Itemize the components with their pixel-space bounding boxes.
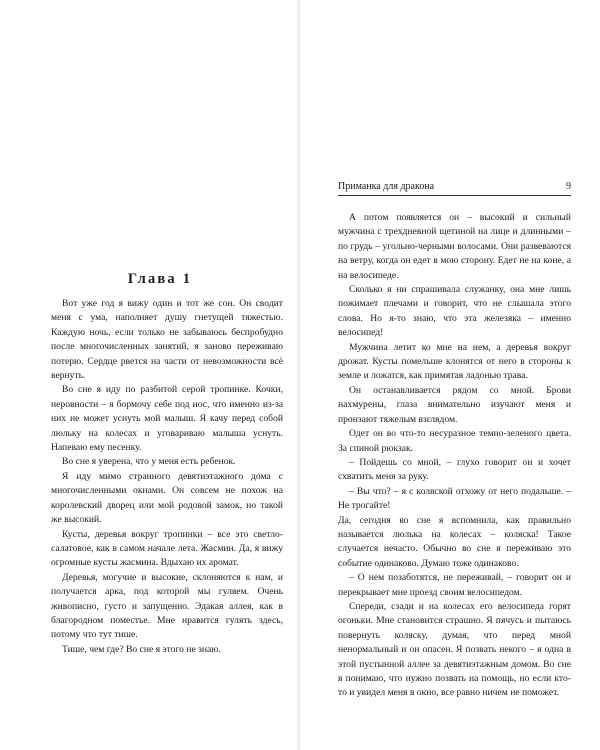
paragraph: Он останавливается рядом со мной. Брови нахмурены, глаза внимательно изучают меня и пронзают тяжелым взглядом. (338, 384, 571, 425)
paragraph: Во сне я иду по разбитой серой тропинке. Кочки, неровности – я бормочу себе под нос, что именно из-за них не может уснуть мой малыш. Я качу перед собой люльку на колесах и уговариваю малыша уснуть. Напеваю ему песенку. (51, 384, 283, 454)
page-number: 9 (566, 181, 571, 192)
paragraph: Одет он во что-то несуразное темно-зеленого цвета. За спиной рюкзак. (338, 428, 571, 454)
paragraph: Тише, чем где? Во сне я этого не знаю. (62, 643, 221, 655)
right-page-body (338, 211, 571, 701)
paragraph: – О нем позаботятся, не переживай, – говорит он и перекрывает мне проезд своим велосипедом. (338, 572, 571, 598)
running-head-title: Приманка для дракона (338, 181, 435, 192)
chapter-title: Глава 1 (127, 271, 193, 287)
paragraph: Сколько я ни спрашивала служанку, она мне лишь пожимает плечами и говорит, что не слышала этого слова. Но я-то знаю, что эта железяка – именно велосипед! (338, 284, 571, 339)
paragraph: Спереди, сзади и на колесах его велосипеда горят огоньки. Мне становится страшно. Я пячусь и пытаюсь повернуть коляску, думая, что перед мной ненормальный и он опасен. Я позвать некого – я одна в этой пустынной аллее за девятиэтажным домом. Во сне я понимаю, что нужно позвать на помощь, но если кто-то и увидел меня в окно, все равно ничем не поможет. (338, 600, 571, 699)
paragraph: Мужчина летит ко мне на нем, а деревья вокруг дрожат. Кусты помельше клонятся от него в стороны к земле и ложатся, как примятая ладонью трава. (338, 341, 571, 382)
paragraph: Да, сегодня во сне я вспомнила, как правильно называется люлька на колесах – коляска! Такое случается нечасто. Обычно во сне я переживаю это событие одинаково. Думаю тоже одинаково. (338, 514, 571, 569)
paragraph: Я иду мимо странного девятиэтажного дома с многочисленными окнами. Он совсем не похож на королевский дворец или мой родовой замок, но такой же высокий. (51, 470, 283, 526)
paragraph: – Вы что? – я с коляской отхожу от него подальше. – Не трогайте! (338, 485, 571, 512)
paragraph: Во сне я уверена, что у меня есть ребенок. (62, 456, 236, 468)
paragraph: Кусты, деревья вокруг тропинки – все это светло-салатовое, как в самом начале лета. Жасмин. Да, я вижу огромные кусты жасмина. Вдыхаю их аромат. (51, 528, 283, 569)
paragraph: А потом появляется он – высокий и сильный мужчина с трехдневной щетиной на лице и длинными – по грудь – угольно-черными волосами. Они развеваются на ветру, когда он едет в мою сторону. Едет не на коне, а на велосипеде. (338, 212, 571, 281)
left-page-body (51, 297, 283, 657)
paragraph: Деревья, могучие и высокие, склоняются к нам, и получается арка, под которой мы гуляем. Очень живописно, густо и запущенно. Эдакая аллея, как в благородном поместье. Мне нравится гулять здесь, потому что тут тише. (51, 571, 283, 641)
paragraph: – Пойдешь со мной, – глухо говорит он и хочет схватить меня за руку. (338, 456, 571, 483)
paragraph: Вот уже год я вижу один и тот же сон. Он сводит меня с ума, наполняет душу гнетущей тяжестью. Каждую ночь, если только не забываюсь беспробудно после многочисленных занятий, я заново переживаю потерю. Сердце рвется на части от невозможности всё вернуть. (51, 298, 283, 382)
running-head (338, 177, 571, 196)
